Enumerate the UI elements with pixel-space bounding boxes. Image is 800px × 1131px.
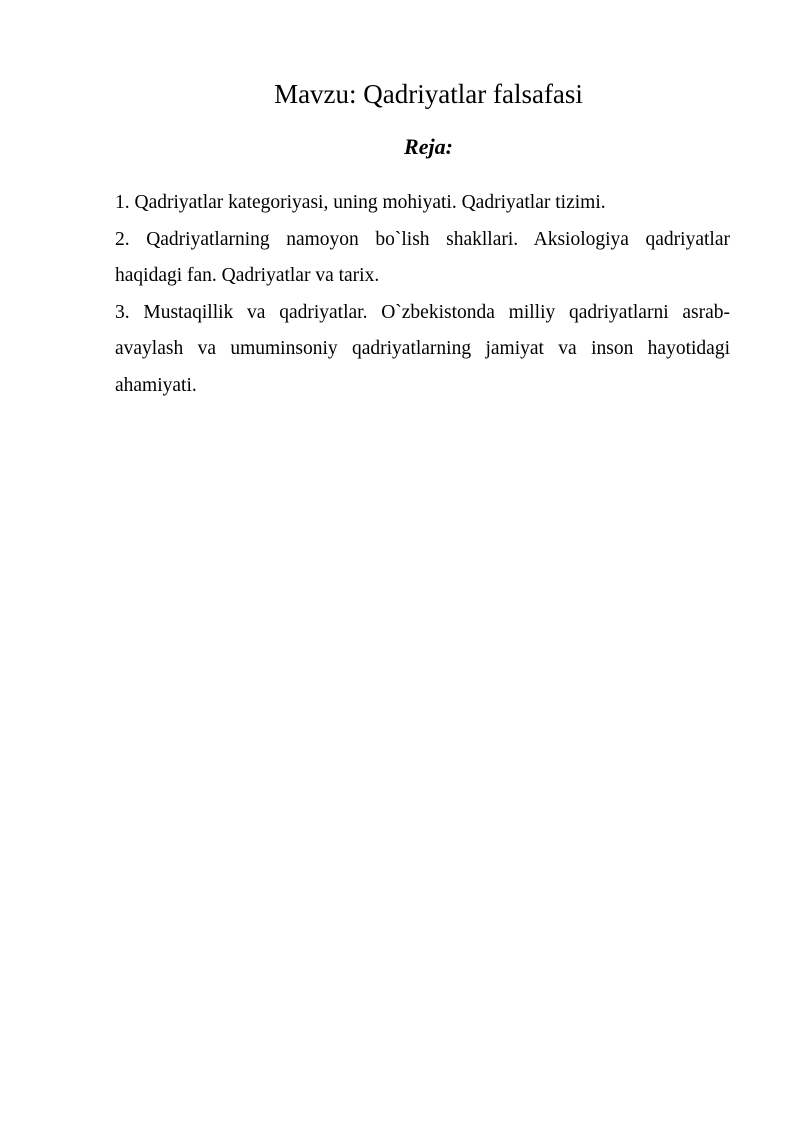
- plan-list: [115, 185, 730, 404]
- plan-item: 1. Qadriyatlar kategoriyasi, uning mohiyati. Qadriyatlar tizimi.: [115, 192, 606, 213]
- page-title: Mavzu: Qadriyatlar falsafasi: [274, 79, 583, 109]
- plan-item: 3. Mustaqillik va qadriyatlar. O`zbekistonda milliy qadriyatlarni asrab-avaylash va umuminsoniy qadriyatlarning jamiyat va inson hayotidagi ahamiyati.: [115, 301, 730, 396]
- plan-item: 2. Qadriyatlarning namoyon bo`lish shakllari. Aksiologiya qadriyatlar haqidagi fan. Qadriyatlar va tarix.: [115, 228, 730, 286]
- plan-heading: Reja:: [404, 134, 453, 159]
